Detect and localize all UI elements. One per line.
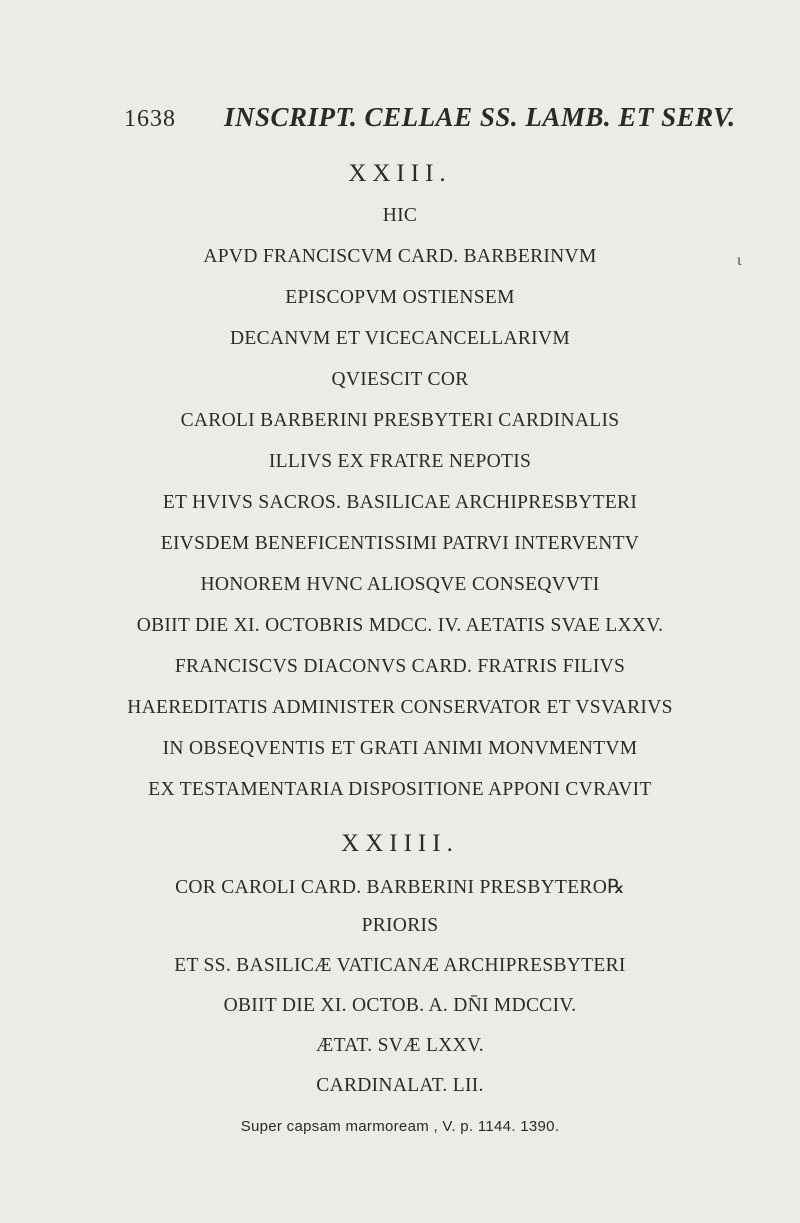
running-title: INSCRIPT. CELLAE SS. LAMB. ET SERV. (224, 102, 736, 132)
inscription-line: ILLIVS EX FRATRE NEPOTIS (268, 451, 532, 472)
ink-mark: ɩ (737, 252, 742, 269)
inscription-line: ET HVIVS SACROS. BASILICAE ARCHIPRESBYTERI (162, 492, 638, 513)
inscription-line: EIVSDEM BENEFICENTISSIMI PATRVI INTERVENTV (160, 533, 640, 554)
inscription-line: DECANVM ET VICECANCELLARIVM (230, 328, 570, 349)
inscription-line: HAEREDITATIS ADMINISTER CONSERVATOR ET VSVARIVS (127, 697, 673, 718)
inscription-line: ET SS. BASILICÆ VATICANÆ ARCHIPRESBYTERI (174, 955, 626, 976)
inscription-line: QVIESCIT COR (331, 369, 469, 390)
page-header (0, 102, 800, 142)
inscription-line: FRANCISCVS DIACONVS CARD. FRATRIS FILIVS (174, 656, 626, 677)
inscription-line: EPISCOPVM OSTIENSEM (285, 287, 515, 308)
inscription-line: APVD FRANCISCVM CARD. BARBERINVM (203, 246, 597, 267)
footnote: Super capsam marmoream , V. p. 1144. 1390. (240, 1118, 560, 1135)
inscription-line: ÆTAT. SVÆ LXXV. (316, 1035, 484, 1056)
page-number: 1638 (124, 106, 176, 132)
inscription-line: OBIIT DIE XI. OCTOBRIS MDCC. IV. AETATIS SVAE LXXV. (136, 615, 664, 636)
inscription-line: OBIIT DIE XI. OCTOB. A. DN̄I MDCCIV. (223, 995, 577, 1016)
inscription-line: CAROLI BARBERINI PRESBYTERI CARDINALIS (180, 410, 620, 431)
inscription-line: HIC (382, 205, 418, 226)
inscription-line: EX TESTAMENTARIA DISPOSITIONE APPONI CVRAVIT (148, 779, 652, 800)
inscription-line: COR CAROLI CARD. BARBERINI PRESBYTERO℞ (175, 877, 625, 898)
inscription-line: CARDINALAT. LII. (316, 1075, 484, 1096)
inscription-numeral: XXIII. (348, 160, 452, 187)
inscription-numeral: XXIIII. (341, 830, 459, 857)
inscription-line: PRIORIS (361, 915, 439, 936)
inscription-line: IN OBSEQVENTIS ET GRATI ANIMI MONVMENTVM (162, 738, 638, 759)
inscription-line: HONOREM HVNC ALIOSQVE CONSEQVVTI (200, 574, 600, 595)
